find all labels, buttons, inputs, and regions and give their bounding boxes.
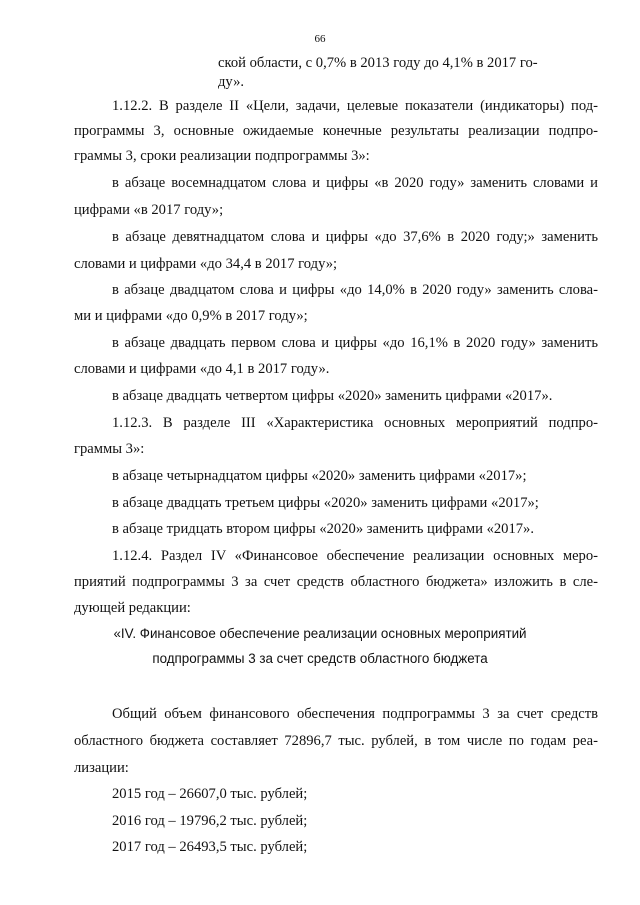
text-line: в абзаце девятнадцатом слова и цифры «до 37,6% в 2020 году;» заменить	[112, 229, 598, 245]
text-line: в абзаце двадцатом слова и цифры «до 14,0% в 2020 году» заменить слова-	[112, 282, 598, 298]
text-line: словами и цифрами «до 4,1 в 2017 году».	[74, 361, 330, 377]
text-line: граммы 3»:	[74, 441, 145, 457]
text-line: в абзаце тридцать втором цифры «2020» заменить цифрами «2017».	[112, 521, 534, 537]
text-line: цифрами «в 2017 году»;	[74, 202, 224, 218]
paragraph-1-12-3-line: 1.12.3. В разделе III «Характеристика основных мероприятий подпро-	[112, 415, 598, 431]
text-line: областного бюджета составляет 72896,7 тыс. рублей, в том числе по годам реа-	[74, 733, 598, 749]
funding-year-2017: 2017 год – 26493,5 тыс. рублей;	[112, 839, 308, 855]
text-line: ду».	[218, 74, 245, 90]
text-line: в абзаце двадцать четвертом цифры «2020» заменить цифрами «2017».	[112, 388, 553, 404]
text-line: программы 3, основные ожидаемые конечные результаты реализации подпро-	[74, 123, 598, 139]
text-line: словами и цифрами «до 34,4 в 2017 году»;	[74, 256, 338, 272]
funding-year-2016: 2016 год – 19796,2 тыс. рублей;	[112, 813, 308, 829]
text-line: лизации:	[74, 760, 129, 776]
text-line: в абзаце четырнадцатом цифры «2020» заменить цифрами «2017»;	[112, 468, 527, 484]
text-line: в абзаце двадцать первом слова и цифры «до 16,1% в 2020 году» заменить	[112, 335, 598, 351]
text-line: приятий подпрограммы 3 за счет средств областного бюджета» изложить в сле-	[74, 574, 598, 590]
section-heading-line-2: подпрограммы 3 за счет средств областного бюджета	[152, 651, 488, 666]
text-line: дующей редакции:	[74, 600, 191, 616]
page-number: 66	[314, 33, 326, 45]
text-line: Общий объем финансового обеспечения подпрограммы 3 за счет средств	[112, 706, 598, 722]
paragraph-1-12-4-line: 1.12.4. Раздел IV «Финансовое обеспечение реализации основных меро-	[112, 548, 598, 564]
funding-year-2015: 2015 год – 26607,0 тыс. рублей;	[112, 786, 308, 802]
text-line: ми и цифрами «до 0,9% в 2017 году»;	[74, 308, 308, 324]
paragraph-1-12-2-line: 1.12.2. В разделе II «Цели, задачи, целевые показатели (индикаторы) под-	[112, 98, 598, 114]
text-line: в абзаце восемнадцатом слова и цифры «в 2020 году» заменить словами и	[112, 175, 598, 191]
text-line: граммы 3, сроки реализации подпрограммы 3»:	[74, 148, 370, 164]
text-line: в абзаце двадцать третьем цифры «2020» заменить цифрами «2017»;	[112, 495, 539, 511]
section-heading-line-1: «IV. Финансовое обеспечение реализации основных мероприятий	[113, 626, 527, 641]
text-line: ской области, с 0,7% в 2013 году до 4,1% в 2017 го-	[218, 55, 538, 71]
